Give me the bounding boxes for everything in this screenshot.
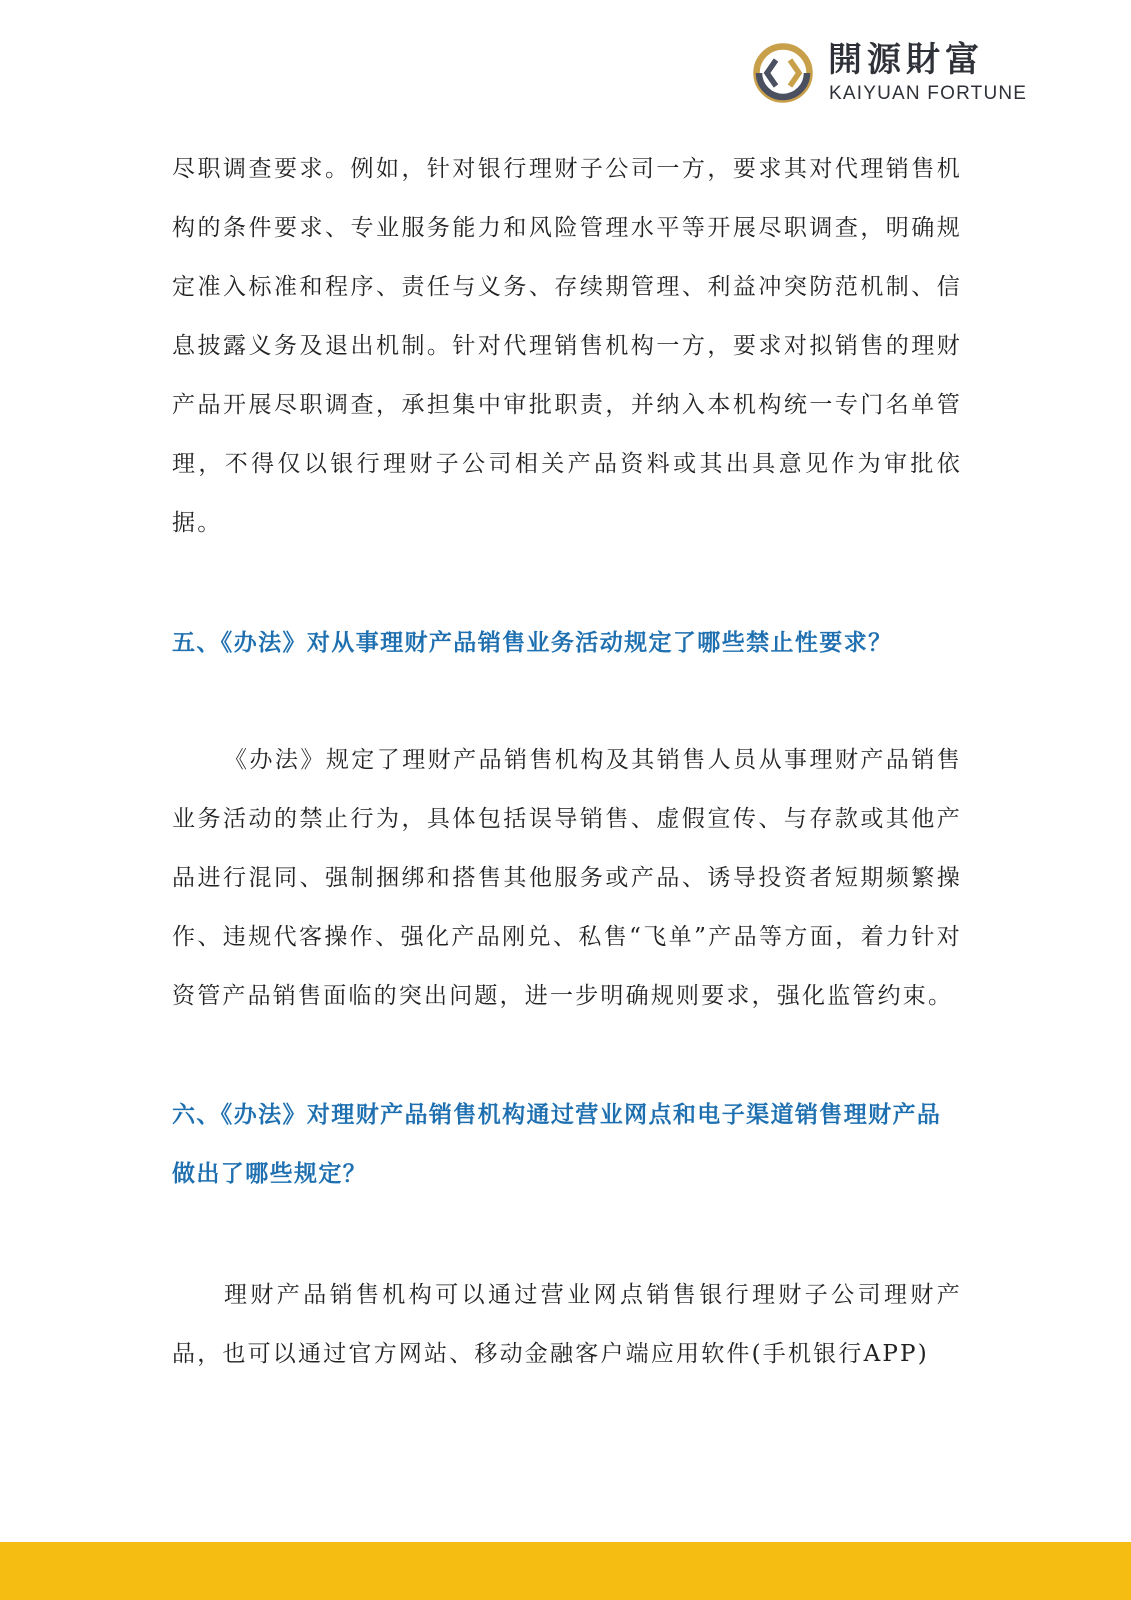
paragraph-sales-channels: 理财产品销售机构可以通过营业网点销售银行理财子公司理财产品，也可以通过官方网站、移动金融客户端应用软件(手机银行APP) [172, 1282, 962, 1367]
footer-bar [0, 1542, 1131, 1600]
spacer [172, 1026, 962, 1086]
kaiyuan-logo-icon [752, 42, 814, 104]
document-body [172, 140, 962, 1384]
section-heading-6: 六、《办法》对理财产品销售机构通过营业网点和电子渠道销售理财产品做出了哪些规定？ [172, 1102, 942, 1187]
paragraph-prohibited-acts: 《办法》规定了理财产品销售机构及其销售人员从事理财产品销售业务活动的禁止行为，具体包括误导销售、虚假宣传、与存款或其他产品进行混同、强制捆绑和搭售其他服务或产品、诱导投资者短期频繁操作、违规代客操作、强化产品刚兑、私售“飞单”产品等方面，着力针对资管产品销售面临的突出问题，进一步明确规则要求，强化监管约束。 [172, 747, 962, 1009]
brand-logo [752, 40, 1052, 106]
spacer [172, 553, 962, 614]
paragraph-due-diligence: 尽职调查要求。例如，针对银行理财子公司一方，要求其对代理销售机构的条件要求、专业服务能力和风险管理水平等开展尽职调查，明确规定准入标准和程序、责任与义务、存续期管理、利益冲突防范机制、信息披露义务及退出机制。针对代理销售机构一方，要求对拟销售的理财产品开展尽职调查，承担集中审批职责，并纳入本机构统一专门名单管理，不得仅以银行理财子公司相关产品资料或其出具意见作为审批依据。 [172, 156, 962, 536]
brand-name-english: KAIYUAN FORTUNE [829, 83, 1028, 104]
section-heading-5: 五、《办法》对从事理财产品销售业务活动规定了哪些禁止性要求？ [172, 630, 893, 656]
spacer [172, 673, 962, 731]
brand-name-chinese: 開源財富 [828, 40, 984, 80]
spacer [172, 1204, 962, 1266]
